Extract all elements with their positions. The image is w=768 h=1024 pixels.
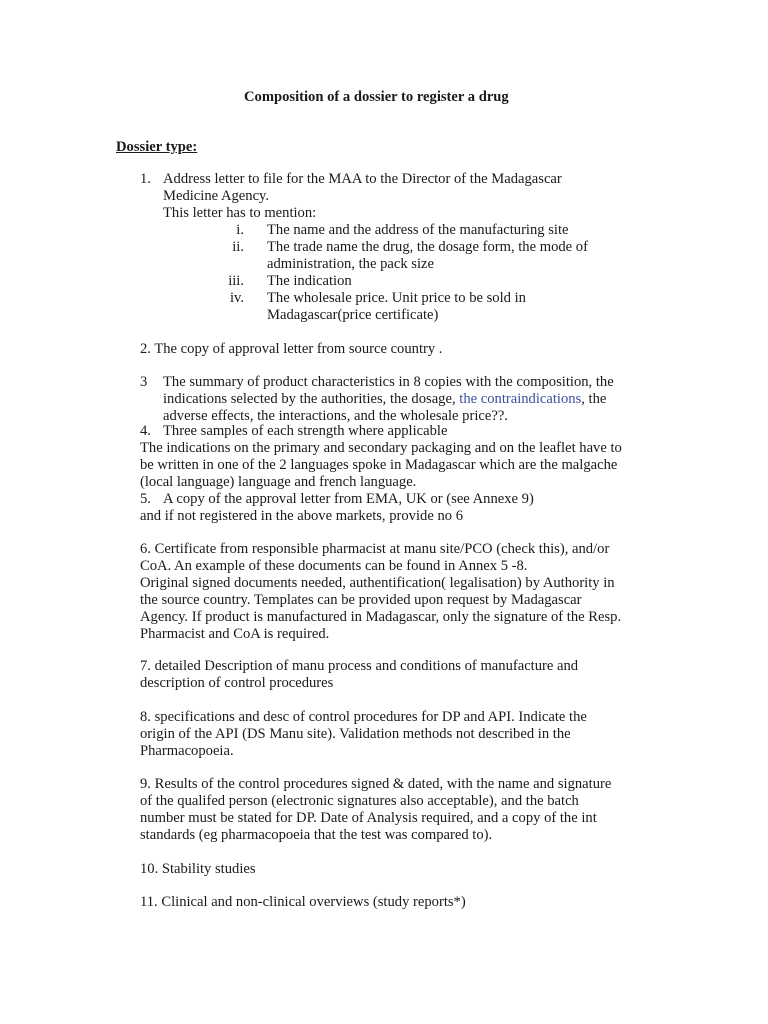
item-3-line: adverse effects, the interactions, and the wholesale price??. bbox=[163, 408, 508, 424]
item-6-line: Original signed documents needed, authentification( legalisation) by Authority in bbox=[140, 575, 615, 591]
item-1-text bbox=[163, 171, 562, 222]
item-8 bbox=[140, 709, 587, 760]
item-5-line: A copy of the approval letter from EMA, UK or (see Annexe 9) bbox=[163, 491, 534, 507]
subitem-text: The indication bbox=[267, 273, 352, 289]
item-9-line: 9. Results of the control procedures signed & dated, with the name and signature bbox=[140, 776, 612, 792]
item-1-number: 1. bbox=[140, 171, 151, 187]
subitem-text: Madagascar(price certificate) bbox=[267, 307, 439, 323]
item-1-line: Address letter to file for the MAA to the Director of the Madagascar bbox=[163, 171, 562, 187]
item-4-line: Three samples of each strength where applicable bbox=[163, 423, 448, 439]
item-3-line bbox=[140, 391, 614, 408]
item-1-line: Medicine Agency. bbox=[163, 188, 270, 204]
subitem-number: iv. bbox=[229, 290, 244, 306]
item-4 bbox=[140, 423, 622, 491]
item-9-line: number must be stated for DP. Date of Analysis required, and a copy of the int bbox=[140, 810, 597, 826]
item-7-line: description of control procedures bbox=[140, 675, 334, 691]
item-9 bbox=[140, 776, 611, 844]
item-2: 2. The copy of approval letter from source country . bbox=[140, 341, 443, 357]
item-4-line: The indications on the primary and secondary packaging and on the leaflet have to bbox=[140, 440, 622, 456]
subitem-number: i. bbox=[236, 222, 244, 238]
dossier-type-heading: Dossier type: bbox=[116, 139, 198, 155]
item-6-line: Agency. If product is manufactured in Madagascar, only the signature of the Resp. bbox=[140, 609, 622, 625]
contraindications-link[interactable]: the contraindications bbox=[459, 391, 582, 407]
item-8-line: origin of the API (DS Manu site). Validation methods not described in the bbox=[140, 726, 571, 742]
page-title: Composition of a dossier to register a drug bbox=[244, 89, 509, 105]
item-4-number: 4. bbox=[140, 423, 151, 439]
subitem-text: The trade name the drug, the dosage form, the mode of bbox=[267, 239, 588, 255]
item-5-line: and if not registered in the above markets, provide no 6 bbox=[140, 508, 463, 524]
item-6-line: Pharmacist and CoA is required. bbox=[140, 626, 330, 642]
item-9-line: of the qualifed person (electronic signatures also acceptable), and the batch bbox=[140, 793, 579, 809]
item-7 bbox=[140, 658, 578, 692]
item-5 bbox=[140, 491, 534, 525]
item-7-line: 7. detailed Description of manu process and conditions of manufacture and bbox=[140, 658, 579, 674]
item-3-line: The summary of product characteristics in 8 copies with the composition, the bbox=[163, 374, 614, 390]
item-6-line: the source country. Templates can be provided upon request by Madagascar bbox=[140, 592, 582, 608]
item-4-line: (local language) language and french language. bbox=[140, 474, 417, 490]
item-9-line: standards (eg pharmacopoeia that the test was compared to). bbox=[140, 827, 493, 843]
subitem-text: The wholesale price. Unit price to be sold in bbox=[267, 290, 526, 306]
item-8-line: 8. specifications and desc of control procedures for DP and API. Indicate the bbox=[140, 709, 587, 725]
item-6-line: 6. Certificate from responsible pharmacist at manu site/PCO (check this), and/or bbox=[140, 541, 610, 557]
subitem-number: ii. bbox=[232, 239, 244, 255]
item-6-line: CoA. An example of these documents can be found in Annex 5 -8. bbox=[140, 558, 528, 574]
item-3-number: 3 bbox=[140, 374, 148, 390]
subitem-text: The name and the address of the manufacturing site bbox=[267, 222, 569, 238]
item-4-line: be written in one of the 2 languages spoke in Madagascar which are the malgache bbox=[140, 457, 618, 473]
subitem-number: iii. bbox=[228, 273, 244, 289]
item-3-text: indications selected by the authorities, the dosage, bbox=[163, 391, 460, 407]
item-6 bbox=[140, 541, 621, 643]
subitem-text: administration, the pack size bbox=[267, 256, 434, 272]
item-1-line: This letter has to mention: bbox=[163, 205, 317, 221]
item-3-text: , the bbox=[581, 391, 607, 407]
item-8-line: Pharmacopoeia. bbox=[140, 743, 234, 759]
item-10: 10. Stability studies bbox=[140, 861, 256, 877]
item-3 bbox=[140, 374, 614, 425]
item-5-number: 5. bbox=[140, 491, 151, 507]
item-11: 11. Clinical and non-clinical overviews (study reports*) bbox=[140, 894, 466, 910]
